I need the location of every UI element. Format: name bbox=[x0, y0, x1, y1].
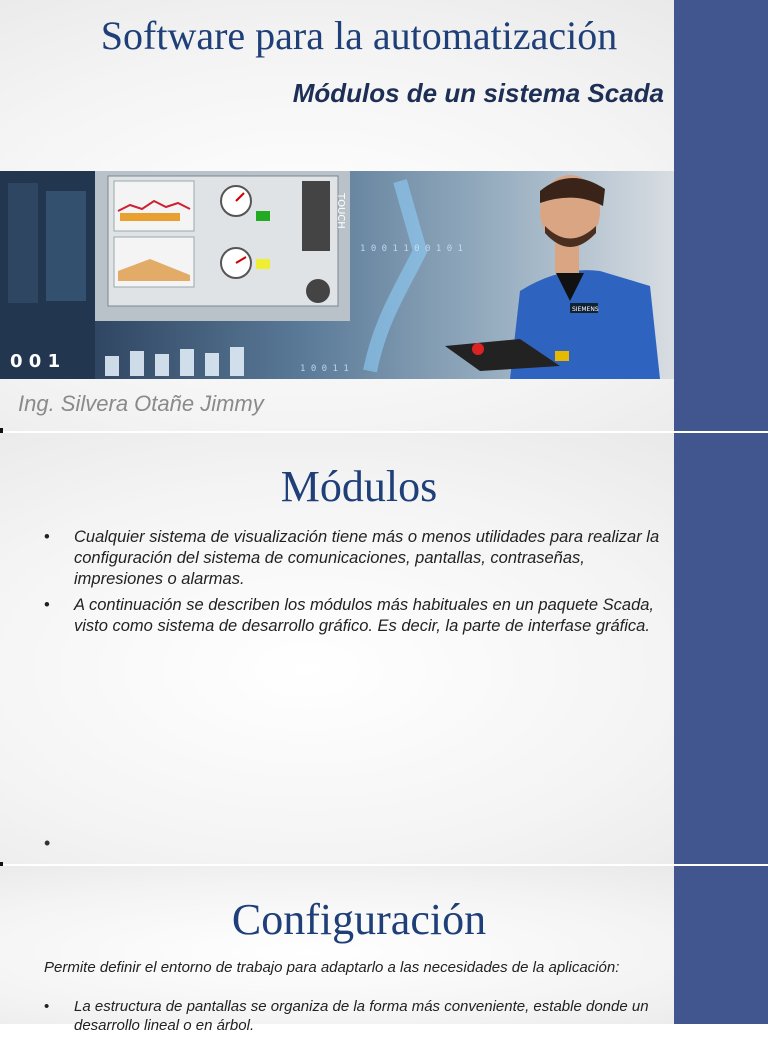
slide-heading: Módulos bbox=[280, 462, 438, 511]
svg-text:1 0 0 1 1: 1 0 0 1 1 bbox=[300, 364, 349, 374]
empty-bullet: • bbox=[44, 833, 51, 853]
list-item: • A continuación se describen los módulos más habituales en un paquete Scada, visto como sistema de desarrollo gráfico. Es decir, la parte de interfase gráfica. bbox=[44, 596, 655, 635]
slide-heading: Configuración bbox=[231, 895, 487, 944]
accent-band bbox=[674, 0, 768, 431]
brand-badge: SIEMENS bbox=[572, 306, 599, 313]
list-item: • Cualquier sistema de visualización tiene más o menos utilidades para realizar la configuración del sistema de comunicaciones, pantallas, contraseñas, impresiones o alarmas. bbox=[44, 528, 660, 588]
svg-text:1 0 0 1 1 0 0 1 0 1: 1 0 0 1 1 0 0 1 0 1 bbox=[360, 244, 463, 254]
author-name: Ing. Silvera Otañe Jimmy bbox=[18, 391, 264, 416]
panel-label: TOUCH bbox=[335, 193, 346, 229]
binary-overlay-text: 0 0 1 bbox=[10, 351, 61, 372]
bullet-list bbox=[42, 997, 662, 1040]
presentation-title: Software para la automatización bbox=[100, 13, 618, 58]
configuration-slide bbox=[0, 866, 768, 1034]
accent-band bbox=[674, 866, 768, 1024]
intro-text: Permite definir el entorno de trabajo para adaptarlo a las necesidades de la aplicación: bbox=[44, 959, 620, 976]
title-slide bbox=[0, 0, 768, 431]
presentation-subtitle: Módulos de un sistema Scada bbox=[292, 78, 664, 108]
factory-scene-illustration bbox=[0, 171, 674, 379]
bullet-list bbox=[42, 527, 662, 642]
modules-slide bbox=[0, 433, 768, 864]
accent-band bbox=[674, 433, 768, 864]
list-item: • La estructura de pantallas se organiza de la forma más conveniente, estable donde un desarrollo lineal o en árbol. bbox=[44, 998, 649, 1034]
hero-photo bbox=[0, 171, 674, 379]
